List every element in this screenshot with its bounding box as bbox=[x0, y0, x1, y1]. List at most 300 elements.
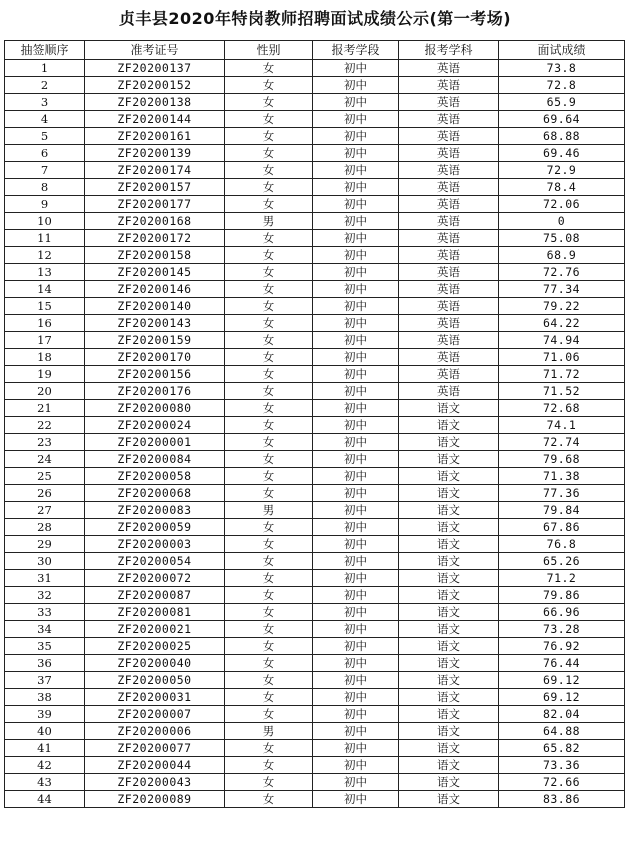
cell-exam-id: ZF20200168 bbox=[85, 213, 225, 230]
cell-exam-id: ZF20200176 bbox=[85, 383, 225, 400]
cell-gender: 女 bbox=[225, 247, 313, 264]
header-exam-id: 准考证号 bbox=[85, 41, 225, 60]
cell-gender: 女 bbox=[225, 519, 313, 536]
table-row bbox=[5, 281, 625, 298]
cell-interview-score: 71.38 bbox=[499, 468, 625, 485]
cell-school-level: 初中 bbox=[313, 128, 399, 145]
cell-interview-score: 69.12 bbox=[499, 672, 625, 689]
table-row bbox=[5, 332, 625, 349]
cell-gender: 女 bbox=[225, 706, 313, 723]
cell-exam-id: ZF20200025 bbox=[85, 638, 225, 655]
table-row bbox=[5, 94, 625, 111]
cell-subject: 英语 bbox=[399, 94, 499, 111]
cell-school-level: 初中 bbox=[313, 60, 399, 77]
cell-draw-order: 16 bbox=[5, 315, 85, 332]
cell-draw-order: 17 bbox=[5, 332, 85, 349]
header-interview-score: 面试成绩 bbox=[499, 41, 625, 60]
cell-draw-order: 34 bbox=[5, 621, 85, 638]
cell-school-level: 初中 bbox=[313, 196, 399, 213]
cell-subject: 英语 bbox=[399, 145, 499, 162]
table-row bbox=[5, 706, 625, 723]
table-row bbox=[5, 77, 625, 94]
cell-school-level: 初中 bbox=[313, 723, 399, 740]
cell-draw-order: 6 bbox=[5, 145, 85, 162]
cell-school-level: 初中 bbox=[313, 349, 399, 366]
table-row bbox=[5, 638, 625, 655]
cell-exam-id: ZF20200024 bbox=[85, 417, 225, 434]
cell-subject: 语文 bbox=[399, 621, 499, 638]
cell-gender: 男 bbox=[225, 213, 313, 230]
cell-subject: 语文 bbox=[399, 519, 499, 536]
cell-interview-score: 64.22 bbox=[499, 315, 625, 332]
cell-exam-id: ZF20200043 bbox=[85, 774, 225, 791]
cell-school-level: 初中 bbox=[313, 77, 399, 94]
cell-draw-order: 10 bbox=[5, 213, 85, 230]
cell-draw-order: 7 bbox=[5, 162, 85, 179]
cell-subject: 英语 bbox=[399, 162, 499, 179]
cell-gender: 女 bbox=[225, 179, 313, 196]
cell-gender: 女 bbox=[225, 111, 313, 128]
cell-subject: 语文 bbox=[399, 757, 499, 774]
cell-subject: 英语 bbox=[399, 60, 499, 77]
cell-draw-order: 9 bbox=[5, 196, 85, 213]
cell-interview-score: 69.46 bbox=[499, 145, 625, 162]
cell-school-level: 初中 bbox=[313, 485, 399, 502]
cell-school-level: 初中 bbox=[313, 264, 399, 281]
header-draw-order: 抽签顺序 bbox=[5, 41, 85, 60]
cell-interview-score: 72.9 bbox=[499, 162, 625, 179]
cell-exam-id: ZF20200006 bbox=[85, 723, 225, 740]
cell-interview-score: 76.92 bbox=[499, 638, 625, 655]
cell-subject: 英语 bbox=[399, 366, 499, 383]
cell-interview-score: 74.1 bbox=[499, 417, 625, 434]
cell-gender: 女 bbox=[225, 434, 313, 451]
cell-interview-score: 79.86 bbox=[499, 587, 625, 604]
cell-subject: 语文 bbox=[399, 655, 499, 672]
cell-exam-id: ZF20200177 bbox=[85, 196, 225, 213]
cell-draw-order: 28 bbox=[5, 519, 85, 536]
table-row bbox=[5, 145, 625, 162]
cell-school-level: 初中 bbox=[313, 740, 399, 757]
cell-gender: 女 bbox=[225, 162, 313, 179]
cell-interview-score: 71.72 bbox=[499, 366, 625, 383]
cell-exam-id: ZF20200172 bbox=[85, 230, 225, 247]
cell-interview-score: 73.36 bbox=[499, 757, 625, 774]
cell-exam-id: ZF20200174 bbox=[85, 162, 225, 179]
cell-exam-id: ZF20200040 bbox=[85, 655, 225, 672]
cell-school-level: 初中 bbox=[313, 383, 399, 400]
cell-exam-id: ZF20200081 bbox=[85, 604, 225, 621]
cell-gender: 女 bbox=[225, 536, 313, 553]
cell-school-level: 初中 bbox=[313, 230, 399, 247]
cell-subject: 英语 bbox=[399, 128, 499, 145]
cell-exam-id: ZF20200021 bbox=[85, 621, 225, 638]
cell-interview-score: 65.26 bbox=[499, 553, 625, 570]
table-row bbox=[5, 468, 625, 485]
cell-gender: 女 bbox=[225, 621, 313, 638]
table-row bbox=[5, 264, 625, 281]
cell-gender: 女 bbox=[225, 417, 313, 434]
cell-gender: 女 bbox=[225, 468, 313, 485]
table-row bbox=[5, 230, 625, 247]
cell-subject: 语文 bbox=[399, 400, 499, 417]
cell-interview-score: 79.22 bbox=[499, 298, 625, 315]
cell-school-level: 初中 bbox=[313, 570, 399, 587]
cell-school-level: 初中 bbox=[313, 162, 399, 179]
cell-school-level: 初中 bbox=[313, 791, 399, 808]
page-title: 贞丰县2020年特岗教师招聘面试成绩公示(第一考场) bbox=[118, 9, 512, 28]
cell-draw-order: 31 bbox=[5, 570, 85, 587]
cell-school-level: 初中 bbox=[313, 417, 399, 434]
cell-exam-id: ZF20200089 bbox=[85, 791, 225, 808]
cell-draw-order: 15 bbox=[5, 298, 85, 315]
cell-draw-order: 36 bbox=[5, 655, 85, 672]
cell-subject: 语文 bbox=[399, 468, 499, 485]
cell-subject: 语文 bbox=[399, 638, 499, 655]
cell-school-level: 初中 bbox=[313, 587, 399, 604]
cell-gender: 女 bbox=[225, 451, 313, 468]
cell-draw-order: 27 bbox=[5, 502, 85, 519]
cell-school-level: 初中 bbox=[313, 434, 399, 451]
cell-interview-score: 67.86 bbox=[499, 519, 625, 536]
cell-school-level: 初中 bbox=[313, 145, 399, 162]
cell-subject: 语文 bbox=[399, 451, 499, 468]
cell-interview-score: 71.2 bbox=[499, 570, 625, 587]
cell-draw-order: 42 bbox=[5, 757, 85, 774]
cell-exam-id: ZF20200143 bbox=[85, 315, 225, 332]
cell-draw-order: 33 bbox=[5, 604, 85, 621]
cell-gender: 女 bbox=[225, 638, 313, 655]
cell-school-level: 初中 bbox=[313, 502, 399, 519]
table-row bbox=[5, 689, 625, 706]
table-row bbox=[5, 417, 625, 434]
table-row bbox=[5, 774, 625, 791]
cell-subject: 语文 bbox=[399, 587, 499, 604]
cell-draw-order: 38 bbox=[5, 689, 85, 706]
cell-interview-score: 82.04 bbox=[499, 706, 625, 723]
cell-gender: 女 bbox=[225, 77, 313, 94]
cell-school-level: 初中 bbox=[313, 621, 399, 638]
cell-exam-id: ZF20200001 bbox=[85, 434, 225, 451]
cell-gender: 女 bbox=[225, 604, 313, 621]
table-row bbox=[5, 621, 625, 638]
cell-subject: 语文 bbox=[399, 706, 499, 723]
cell-exam-id: ZF20200158 bbox=[85, 247, 225, 264]
cell-school-level: 初中 bbox=[313, 94, 399, 111]
cell-draw-order: 44 bbox=[5, 791, 85, 808]
cell-draw-order: 32 bbox=[5, 587, 85, 604]
table-row bbox=[5, 247, 625, 264]
cell-interview-score: 68.9 bbox=[499, 247, 625, 264]
cell-school-level: 初中 bbox=[313, 179, 399, 196]
table-header-row bbox=[5, 41, 625, 60]
cell-school-level: 初中 bbox=[313, 519, 399, 536]
cell-subject: 英语 bbox=[399, 77, 499, 94]
cell-school-level: 初中 bbox=[313, 247, 399, 264]
cell-interview-score: 66.96 bbox=[499, 604, 625, 621]
cell-interview-score: 76.8 bbox=[499, 536, 625, 553]
cell-school-level: 初中 bbox=[313, 366, 399, 383]
cell-interview-score: 83.86 bbox=[499, 791, 625, 808]
cell-interview-score: 73.8 bbox=[499, 60, 625, 77]
cell-interview-score: 69.64 bbox=[499, 111, 625, 128]
cell-subject: 英语 bbox=[399, 196, 499, 213]
cell-exam-id: ZF20200140 bbox=[85, 298, 225, 315]
table-row bbox=[5, 179, 625, 196]
cell-draw-order: 8 bbox=[5, 179, 85, 196]
cell-draw-order: 37 bbox=[5, 672, 85, 689]
cell-school-level: 初中 bbox=[313, 638, 399, 655]
table-row bbox=[5, 162, 625, 179]
cell-interview-score: 64.88 bbox=[499, 723, 625, 740]
cell-subject: 语文 bbox=[399, 689, 499, 706]
cell-gender: 女 bbox=[225, 332, 313, 349]
cell-draw-order: 2 bbox=[5, 77, 85, 94]
cell-interview-score: 75.08 bbox=[499, 230, 625, 247]
cell-school-level: 初中 bbox=[313, 281, 399, 298]
cell-exam-id: ZF20200044 bbox=[85, 757, 225, 774]
cell-interview-score: 77.34 bbox=[499, 281, 625, 298]
cell-subject: 语文 bbox=[399, 570, 499, 587]
cell-draw-order: 14 bbox=[5, 281, 85, 298]
cell-interview-score: 72.8 bbox=[499, 77, 625, 94]
cell-gender: 女 bbox=[225, 383, 313, 400]
table-row bbox=[5, 349, 625, 366]
cell-school-level: 初中 bbox=[313, 298, 399, 315]
table-row bbox=[5, 485, 625, 502]
cell-interview-score: 72.74 bbox=[499, 434, 625, 451]
cell-subject: 英语 bbox=[399, 383, 499, 400]
cell-draw-order: 40 bbox=[5, 723, 85, 740]
table-row bbox=[5, 383, 625, 400]
cell-gender: 女 bbox=[225, 196, 313, 213]
cell-draw-order: 24 bbox=[5, 451, 85, 468]
cell-draw-order: 20 bbox=[5, 383, 85, 400]
cell-exam-id: ZF20200003 bbox=[85, 536, 225, 553]
cell-draw-order: 23 bbox=[5, 434, 85, 451]
cell-subject: 英语 bbox=[399, 349, 499, 366]
cell-gender: 女 bbox=[225, 281, 313, 298]
cell-school-level: 初中 bbox=[313, 400, 399, 417]
cell-interview-score: 72.66 bbox=[499, 774, 625, 791]
header-school-level: 报考学段 bbox=[313, 41, 399, 60]
cell-gender: 女 bbox=[225, 145, 313, 162]
cell-draw-order: 41 bbox=[5, 740, 85, 757]
cell-gender: 女 bbox=[225, 315, 313, 332]
cell-exam-id: ZF20200138 bbox=[85, 94, 225, 111]
cell-subject: 英语 bbox=[399, 281, 499, 298]
cell-draw-order: 1 bbox=[5, 60, 85, 77]
cell-interview-score: 74.94 bbox=[499, 332, 625, 349]
cell-gender: 女 bbox=[225, 60, 313, 77]
cell-interview-score: 77.36 bbox=[499, 485, 625, 502]
header-gender: 性别 bbox=[225, 41, 313, 60]
cell-gender: 女 bbox=[225, 740, 313, 757]
cell-interview-score: 71.06 bbox=[499, 349, 625, 366]
cell-draw-order: 11 bbox=[5, 230, 85, 247]
cell-gender: 女 bbox=[225, 230, 313, 247]
cell-gender: 女 bbox=[225, 757, 313, 774]
cell-school-level: 初中 bbox=[313, 213, 399, 230]
cell-gender: 女 bbox=[225, 655, 313, 672]
cell-exam-id: ZF20200031 bbox=[85, 689, 225, 706]
table-row bbox=[5, 128, 625, 145]
cell-draw-order: 21 bbox=[5, 400, 85, 417]
cell-gender: 女 bbox=[225, 94, 313, 111]
cell-exam-id: ZF20200083 bbox=[85, 502, 225, 519]
cell-school-level: 初中 bbox=[313, 672, 399, 689]
cell-subject: 语文 bbox=[399, 604, 499, 621]
table-row bbox=[5, 502, 625, 519]
cell-gender: 女 bbox=[225, 774, 313, 791]
cell-subject: 英语 bbox=[399, 179, 499, 196]
cell-exam-id: ZF20200156 bbox=[85, 366, 225, 383]
cell-interview-score: 72.06 bbox=[499, 196, 625, 213]
table-row bbox=[5, 587, 625, 604]
table-row bbox=[5, 111, 625, 128]
cell-draw-order: 30 bbox=[5, 553, 85, 570]
cell-subject: 语文 bbox=[399, 553, 499, 570]
cell-draw-order: 19 bbox=[5, 366, 85, 383]
cell-interview-score: 0 bbox=[499, 213, 625, 230]
cell-exam-id: ZF20200087 bbox=[85, 587, 225, 604]
cell-subject: 语文 bbox=[399, 791, 499, 808]
cell-subject: 英语 bbox=[399, 315, 499, 332]
cell-draw-order: 18 bbox=[5, 349, 85, 366]
cell-draw-order: 26 bbox=[5, 485, 85, 502]
cell-gender: 女 bbox=[225, 791, 313, 808]
cell-school-level: 初中 bbox=[313, 655, 399, 672]
cell-gender: 女 bbox=[225, 587, 313, 604]
table-row bbox=[5, 434, 625, 451]
cell-exam-id: ZF20200161 bbox=[85, 128, 225, 145]
cell-school-level: 初中 bbox=[313, 451, 399, 468]
cell-interview-score: 78.4 bbox=[499, 179, 625, 196]
cell-draw-order: 3 bbox=[5, 94, 85, 111]
cell-exam-id: ZF20200137 bbox=[85, 60, 225, 77]
cell-exam-id: ZF20200159 bbox=[85, 332, 225, 349]
cell-exam-id: ZF20200157 bbox=[85, 179, 225, 196]
cell-exam-id: ZF20200007 bbox=[85, 706, 225, 723]
cell-school-level: 初中 bbox=[313, 553, 399, 570]
table-row bbox=[5, 451, 625, 468]
table-row bbox=[5, 791, 625, 808]
cell-school-level: 初中 bbox=[313, 315, 399, 332]
cell-gender: 女 bbox=[225, 366, 313, 383]
cell-draw-order: 43 bbox=[5, 774, 85, 791]
cell-gender: 女 bbox=[225, 689, 313, 706]
cell-exam-id: ZF20200152 bbox=[85, 77, 225, 94]
cell-school-level: 初中 bbox=[313, 468, 399, 485]
table-row bbox=[5, 740, 625, 757]
cell-subject: 语文 bbox=[399, 740, 499, 757]
table-row bbox=[5, 298, 625, 315]
cell-gender: 女 bbox=[225, 672, 313, 689]
cell-interview-score: 68.88 bbox=[499, 128, 625, 145]
cell-subject: 语文 bbox=[399, 774, 499, 791]
table-row bbox=[5, 570, 625, 587]
table-row bbox=[5, 604, 625, 621]
cell-exam-id: ZF20200054 bbox=[85, 553, 225, 570]
cell-interview-score: 79.68 bbox=[499, 451, 625, 468]
cell-draw-order: 22 bbox=[5, 417, 85, 434]
cell-exam-id: ZF20200077 bbox=[85, 740, 225, 757]
cell-draw-order: 13 bbox=[5, 264, 85, 281]
cell-subject: 英语 bbox=[399, 213, 499, 230]
header-subject: 报考学科 bbox=[399, 41, 499, 60]
cell-exam-id: ZF20200139 bbox=[85, 145, 225, 162]
cell-subject: 英语 bbox=[399, 264, 499, 281]
table-row bbox=[5, 366, 625, 383]
table-row bbox=[5, 723, 625, 740]
cell-exam-id: ZF20200145 bbox=[85, 264, 225, 281]
table-row bbox=[5, 655, 625, 672]
cell-school-level: 初中 bbox=[313, 757, 399, 774]
cell-school-level: 初中 bbox=[313, 332, 399, 349]
cell-school-level: 初中 bbox=[313, 706, 399, 723]
results-table bbox=[4, 40, 625, 808]
cell-subject: 英语 bbox=[399, 332, 499, 349]
cell-gender: 女 bbox=[225, 570, 313, 587]
cell-interview-score: 72.68 bbox=[499, 400, 625, 417]
table-row bbox=[5, 757, 625, 774]
cell-exam-id: ZF20200058 bbox=[85, 468, 225, 485]
table-row bbox=[5, 536, 625, 553]
cell-gender: 女 bbox=[225, 349, 313, 366]
cell-subject: 语文 bbox=[399, 502, 499, 519]
cell-gender: 女 bbox=[225, 400, 313, 417]
cell-subject: 语文 bbox=[399, 417, 499, 434]
cell-subject: 语文 bbox=[399, 485, 499, 502]
cell-school-level: 初中 bbox=[313, 604, 399, 621]
table-body bbox=[5, 60, 625, 808]
cell-exam-id: ZF20200059 bbox=[85, 519, 225, 536]
cell-interview-score: 69.12 bbox=[499, 689, 625, 706]
cell-subject: 语文 bbox=[399, 723, 499, 740]
cell-school-level: 初中 bbox=[313, 111, 399, 128]
cell-exam-id: ZF20200080 bbox=[85, 400, 225, 417]
cell-gender: 男 bbox=[225, 502, 313, 519]
cell-draw-order: 4 bbox=[5, 111, 85, 128]
table-row bbox=[5, 315, 625, 332]
cell-interview-score: 73.28 bbox=[499, 621, 625, 638]
table-row bbox=[5, 400, 625, 417]
table-row bbox=[5, 519, 625, 536]
cell-exam-id: ZF20200072 bbox=[85, 570, 225, 587]
cell-draw-order: 5 bbox=[5, 128, 85, 145]
cell-draw-order: 39 bbox=[5, 706, 85, 723]
cell-exam-id: ZF20200084 bbox=[85, 451, 225, 468]
cell-gender: 女 bbox=[225, 264, 313, 281]
table-row bbox=[5, 213, 625, 230]
cell-interview-score: 72.76 bbox=[499, 264, 625, 281]
cell-subject: 英语 bbox=[399, 230, 499, 247]
table-row bbox=[5, 672, 625, 689]
cell-gender: 女 bbox=[225, 128, 313, 145]
cell-gender: 女 bbox=[225, 298, 313, 315]
table-row bbox=[5, 553, 625, 570]
cell-draw-order: 12 bbox=[5, 247, 85, 264]
table-row bbox=[5, 196, 625, 213]
cell-interview-score: 76.44 bbox=[499, 655, 625, 672]
cell-school-level: 初中 bbox=[313, 774, 399, 791]
cell-interview-score: 65.82 bbox=[499, 740, 625, 757]
cell-subject: 英语 bbox=[399, 247, 499, 264]
cell-gender: 女 bbox=[225, 485, 313, 502]
cell-school-level: 初中 bbox=[313, 536, 399, 553]
cell-draw-order: 35 bbox=[5, 638, 85, 655]
cell-gender: 女 bbox=[225, 553, 313, 570]
